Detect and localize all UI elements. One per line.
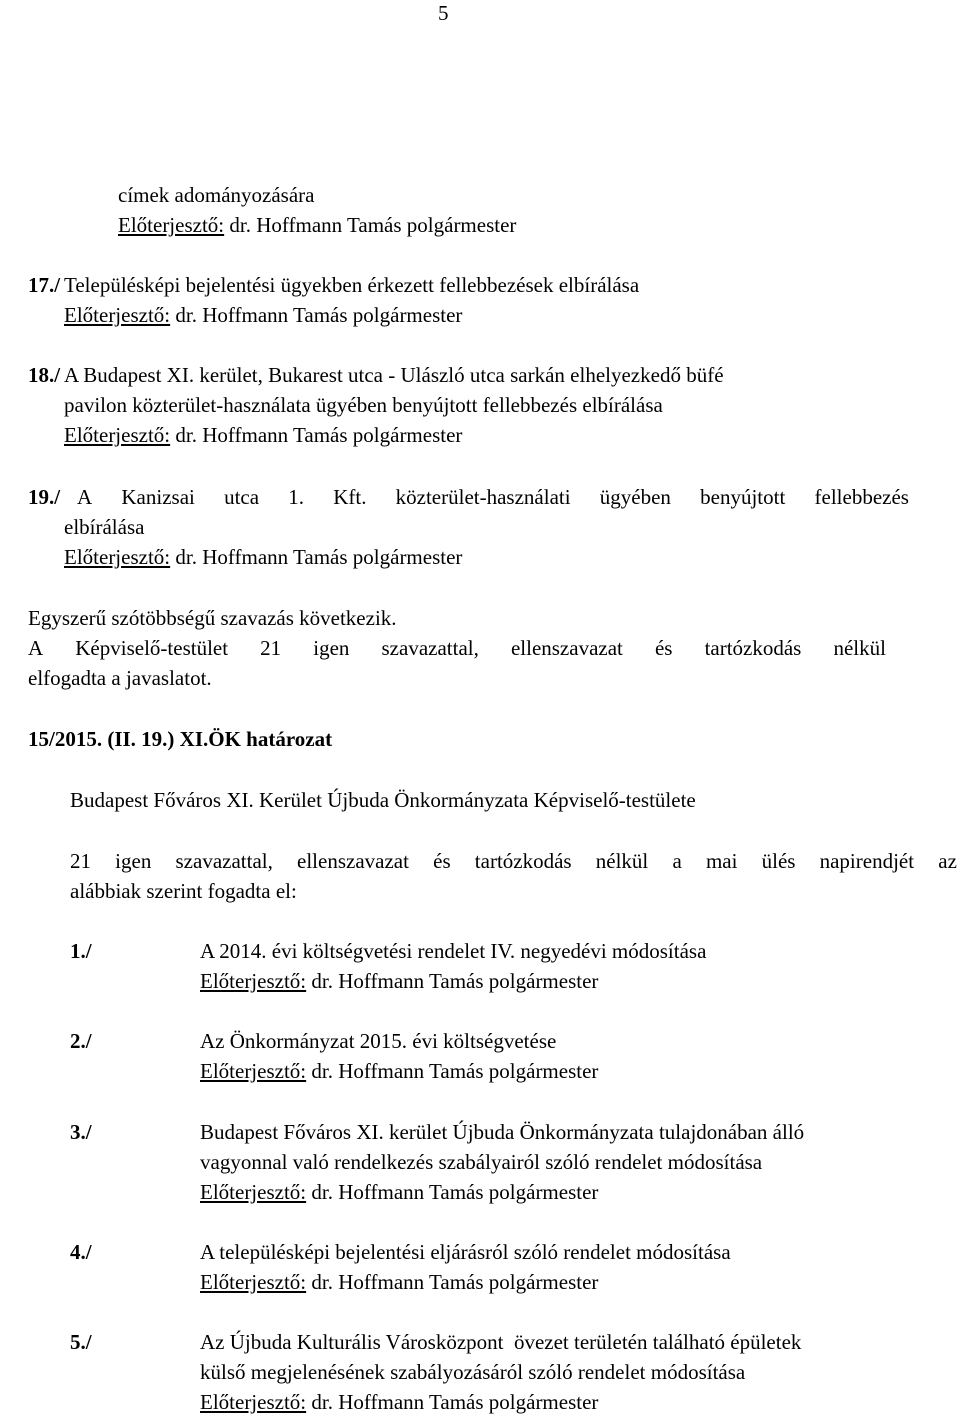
presenter-name: dr. Hoffmann Tamás polgármester [311,1180,599,1204]
title-word: benyújtott [700,485,786,509]
resolution-item-number: 3./ [70,1120,92,1144]
title-word: ügyében [599,485,671,509]
presenter-name: dr. Hoffmann Tamás polgármester [311,1390,599,1414]
presenter-name: dr. Hoffmann Tamás polgármester [175,303,463,327]
presenter-name: dr. Hoffmann Tamás polgármester [229,213,517,237]
presenter-label: Előterjesztő: [200,1390,307,1414]
resolution-item-title-line2: vagyonnal való rendelkezés szabályairól szóló rendelet módosítása [200,1150,763,1174]
intro-word: ellenszavazat [297,849,409,873]
presenter-line [200,1177,598,1207]
presenter-name: dr. Hoffmann Tamás polgármester [175,545,463,569]
item-title-line1 [77,482,909,512]
presenter-name: dr. Hoffmann Tamás polgármester [311,1270,599,1294]
presenter-label: Előterjesztő: [200,969,307,993]
presenter-label: Előterjesztő: [64,423,171,447]
vote-word: Képviselő-testület [75,636,229,660]
intro-word: az [938,849,957,873]
resolution-body-heading: Budapest Főváros XI. Kerület Újbuda Önkormányzata Képviselő-testülete [70,788,696,812]
resolution-intro-line2: alábbiak szerint fogadta el: [70,879,297,903]
intro-word: mai [705,849,738,873]
intro-word: napirendjét [819,849,915,873]
presenter-line [200,966,598,996]
title-word: közterület-használati [395,485,571,509]
item-number: 18./ [28,363,61,387]
presenter-label: Előterjesztő: [64,303,171,327]
item-number: 19./ [28,485,61,509]
intro-word: a [672,849,682,873]
intro-word: és [433,849,451,873]
vote-word: tartózkodás [704,636,802,660]
vote-word: igen [313,636,350,660]
prev-item-tail: címek adományozására [118,183,315,207]
presenter-label: Előterjesztő: [200,1059,307,1083]
presenter-line [64,300,462,330]
vote-result-line2: elfogadta a javaslatot. [28,666,212,690]
resolution-title: 15/2015. (II. 19.) XI.ÖK határozat [28,727,333,751]
item-title-line1: A Budapest XI. kerület, Bukarest utca - Ulászló utca sarkán elhelyezkedő büfé [64,363,724,387]
title-word: 1. [288,485,304,509]
vote-word: nélkül [833,636,886,660]
item-title-line2: elbírálása [64,515,145,539]
resolution-item-number: 4./ [70,1240,92,1264]
item-title-line2: pavilon közterület-használata ügyében benyújtott fellebbezés elbírálása [64,393,663,417]
vote-word: 21 [260,636,282,660]
vote-word: ellenszavazat [510,636,623,660]
resolution-intro-line1 [70,846,957,876]
title-word: fellebbezés [814,485,909,509]
vote-word: A [28,636,44,660]
page-number: 5 [438,1,449,25]
presenter-label: Előterjesztő: [64,545,171,569]
title-word: Kanizsai [121,485,195,509]
presenter-label: Előterjesztő: [200,1180,307,1204]
presenter-line [200,1267,598,1297]
intro-word: nélkül [595,849,649,873]
presenter-line [200,1387,598,1417]
presenter-line [200,1056,598,1086]
title-word: utca [224,485,260,509]
resolution-item-title: A 2014. évi költségvetési rendelet IV. negyedévi módosítása [200,939,707,963]
presenter-line [64,420,462,450]
resolution-item-title-line2: külső megjelenésének szabályozásáról szóló rendelet módosítása [200,1360,746,1384]
agenda-item-17 [28,270,60,300]
presenter-line [64,542,462,572]
item-number: 17./ [28,273,61,297]
vote-announcement: Egyszerű szótöbbségű szavazás következik. [28,606,397,630]
presenter-name: dr. Hoffmann Tamás polgármester [175,423,463,447]
presenter-line [118,210,516,240]
title-word: A [77,485,93,509]
resolution-item-title: A településképi bejelentési eljárásról szóló rendelet módosítása [200,1240,731,1264]
item-title: Településképi bejelentési ügyekben érkezett fellebbezések elbírálása [64,273,640,297]
resolution-item-number: 1./ [70,939,92,963]
intro-word: ülés [761,849,796,873]
presenter-label: Előterjesztő: [200,1270,307,1294]
intro-word: tartózkodás [474,849,572,873]
vote-word: és [654,636,673,660]
presenter-label: Előterjesztő: [118,213,225,237]
intro-word: 21 [70,849,91,873]
resolution-item-title-line1: Budapest Főváros XI. kerület Újbuda Önkormányzata tulajdonában álló [200,1120,805,1144]
resolution-item-number: 5./ [70,1330,92,1354]
vote-result-line1 [28,633,886,663]
vote-word: szavazattal, [381,636,479,660]
intro-word: szavazattal, [175,849,273,873]
title-word: Kft. [333,485,367,509]
presenter-name: dr. Hoffmann Tamás polgármester [311,969,599,993]
resolution-item-title: Az Önkormányzat 2015. évi költségvetése [200,1029,557,1053]
resolution-item-number: 2./ [70,1029,92,1053]
resolution-item-title-line1: Az Újbuda Kulturális Városközpont övezet területén található épületek [200,1330,802,1354]
intro-word: igen [115,849,152,873]
presenter-name: dr. Hoffmann Tamás polgármester [311,1059,599,1083]
